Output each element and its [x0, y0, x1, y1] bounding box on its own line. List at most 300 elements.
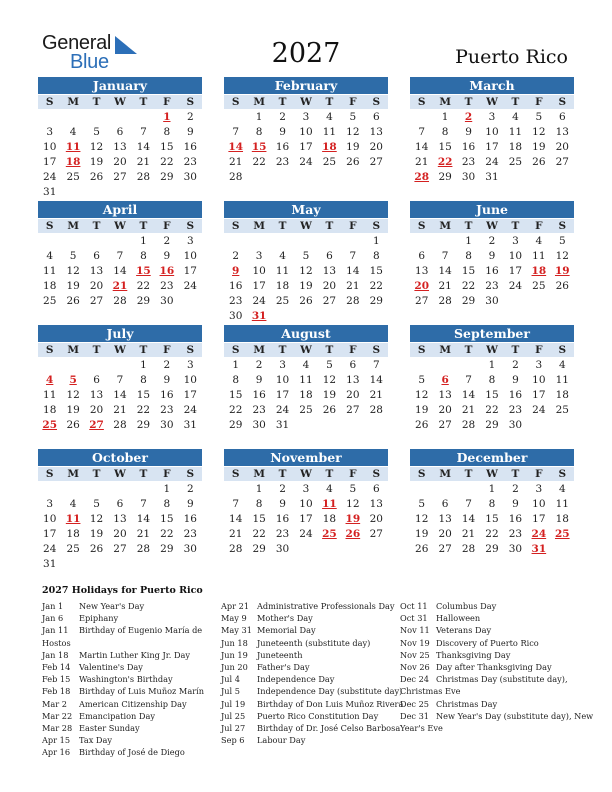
holiday-name: Discovery of Puerto Rico: [436, 637, 539, 648]
holiday-item: [221, 637, 407, 649]
day-cell: 8: [140, 374, 147, 386]
weekday-header: S: [372, 344, 381, 356]
holiday-date: Jan 11: [42, 625, 69, 636]
day-cell: 12: [555, 250, 569, 262]
day-cell: 25: [555, 404, 569, 416]
day-cell: 21: [461, 404, 476, 416]
weekday-header: T: [92, 220, 101, 232]
day-cell: 30: [229, 310, 243, 322]
day-cell: 8: [441, 126, 449, 138]
day-cell: 1: [140, 235, 147, 247]
weekday-header: W: [300, 96, 312, 108]
day-cell: 17: [532, 389, 546, 401]
holiday-day-cell: 18: [65, 156, 81, 168]
day-cell: 9: [465, 126, 472, 138]
empty-day-cell: [224, 234, 247, 249]
day-cell: 12: [532, 126, 546, 138]
day-cell: 25: [322, 156, 337, 168]
weekday-header: S: [45, 344, 54, 356]
weekday-header: F: [163, 220, 171, 232]
holiday-item: [221, 698, 407, 710]
day-cell: 20: [438, 404, 452, 416]
holiday-name: Valentine's Day: [79, 662, 143, 673]
holiday-item: [42, 673, 219, 685]
holiday-item: [42, 710, 219, 722]
day-cell: 13: [438, 389, 452, 401]
holiday-date: Dec 31: [400, 710, 430, 721]
day-cell: 13: [322, 265, 337, 277]
month-february: [224, 77, 388, 185]
day-cell: 12: [89, 141, 104, 153]
day-cell: 29: [485, 543, 499, 555]
empty-day-cell: [61, 482, 84, 497]
day-cell: 29: [136, 295, 151, 307]
day-cell: 21: [415, 156, 429, 168]
weekday-header: T: [325, 220, 334, 232]
holiday-day-cell: 26: [345, 528, 361, 540]
day-cell: 10: [183, 250, 197, 262]
holiday-name: Birthday of Luis Muñoz Marín: [79, 686, 205, 697]
day-cell: 12: [89, 513, 104, 525]
weekday-header-row: [224, 219, 388, 233]
day-cell: 23: [485, 280, 499, 292]
month-title: August: [224, 325, 388, 342]
day-cell: 3: [46, 498, 54, 510]
weekday-header: F: [535, 220, 543, 232]
day-cell: 3: [488, 111, 496, 123]
day-cell: 14: [113, 265, 127, 277]
holiday-date: Dec 24: [400, 674, 430, 685]
day-cell: 7: [418, 126, 426, 138]
day-cell: 10: [252, 265, 266, 277]
empty-day-cell: [38, 234, 61, 249]
day-cell: 9: [279, 126, 286, 138]
day-cell: 7: [441, 250, 449, 262]
holiday-date: Jul 25: [221, 710, 246, 721]
day-cell: 14: [229, 513, 243, 525]
weekday-header: T: [464, 468, 473, 480]
holiday-name: Memorial Day: [257, 625, 316, 636]
day-cell: 15: [160, 513, 174, 525]
day-cell: 5: [349, 483, 357, 495]
day-cell: 22: [252, 156, 266, 168]
day-cell: 4: [558, 359, 566, 371]
day-cell: 30: [252, 419, 266, 431]
logo-text-general: General: [42, 32, 112, 54]
holiday-day-cell: 11: [322, 498, 337, 510]
day-cell: 28: [461, 419, 476, 431]
day-cell: 30: [461, 171, 476, 183]
day-cell: 26: [346, 156, 360, 168]
weekday-header: F: [349, 344, 357, 356]
weekday-header: W: [114, 220, 126, 232]
day-cell: 10: [299, 126, 313, 138]
day-cell: 1: [255, 111, 263, 123]
empty-day-cell: [61, 234, 84, 249]
weekday-header: M: [67, 468, 79, 480]
weekday-header: F: [163, 468, 171, 480]
weekday-header: T: [511, 96, 520, 108]
day-cell: 23: [183, 156, 197, 168]
day-cell: 22: [369, 280, 383, 292]
holiday-date: May 31: [221, 625, 252, 636]
day-cell: 29: [485, 419, 499, 431]
day-grid: [38, 358, 202, 433]
day-cell: 5: [418, 374, 426, 386]
day-cell: 8: [488, 374, 496, 386]
day-cell: 24: [43, 543, 57, 555]
day-cell: 5: [326, 359, 333, 371]
day-cell: 24: [299, 528, 313, 540]
empty-day-cell: [433, 358, 456, 373]
day-cell: 21: [136, 528, 151, 540]
day-cell: 25: [66, 171, 80, 183]
weekday-header: S: [45, 220, 54, 232]
weekday-header-row: [410, 95, 574, 109]
day-cell: 15: [369, 265, 383, 277]
day-cell: 5: [302, 250, 310, 262]
day-cell: 17: [183, 389, 197, 401]
holiday-date: Dec 25: [400, 698, 430, 709]
day-cell: 4: [535, 235, 543, 247]
month-title: February: [224, 77, 388, 94]
day-cell: 13: [438, 513, 452, 525]
day-cell: 22: [485, 404, 499, 416]
day-cell: 16: [461, 141, 476, 153]
holiday-name: Mother's Day: [257, 613, 313, 624]
day-cell: 15: [485, 389, 499, 401]
day-cell: 27: [438, 419, 452, 431]
day-cell: 6: [349, 359, 357, 371]
day-cell: 3: [535, 359, 543, 371]
day-cell: 7: [349, 250, 357, 262]
weekday-header: S: [372, 220, 381, 232]
month-title: June: [410, 201, 574, 218]
day-cell: 22: [160, 528, 174, 540]
day-cell: 2: [163, 235, 171, 247]
month-july: [38, 325, 202, 433]
holiday-name: New Year's Day: [79, 601, 145, 611]
day-cell: 7: [372, 359, 380, 371]
day-cell: 16: [160, 389, 174, 401]
weekday-header: W: [486, 96, 498, 108]
holiday-name: Juneteenth (substitute day): [257, 637, 371, 648]
day-cell: 28: [136, 543, 151, 555]
holiday-date: Nov 19: [400, 637, 430, 648]
holiday-day-cell: 21: [112, 280, 128, 292]
day-cell: 2: [186, 483, 194, 495]
day-cell: 8: [232, 374, 240, 386]
empty-day-cell: [224, 110, 247, 125]
holiday-day-cell: 22: [437, 156, 453, 168]
day-cell: 2: [488, 235, 496, 247]
day-cell: 10: [43, 141, 57, 153]
day-cell: 4: [302, 359, 310, 371]
day-cell: 22: [252, 528, 266, 540]
day-cell: 14: [461, 513, 476, 525]
day-cell: 6: [372, 111, 380, 123]
day-grid: [38, 234, 202, 309]
day-cell: 10: [299, 498, 313, 510]
day-cell: 23: [160, 280, 174, 292]
day-cell: 21: [136, 156, 151, 168]
holiday-day-cell: 28: [414, 171, 430, 183]
weekday-header: F: [349, 96, 357, 108]
holiday-day-cell: 19: [554, 265, 570, 277]
day-cell: 23: [160, 404, 174, 416]
day-cell: 4: [69, 498, 77, 510]
day-cell: 22: [160, 156, 174, 168]
weekday-header: M: [253, 220, 265, 232]
day-cell: 9: [163, 374, 171, 386]
day-cell: 7: [116, 374, 124, 386]
day-cell: 18: [43, 280, 57, 292]
day-cell: 15: [229, 389, 243, 401]
day-cell: 24: [508, 280, 523, 292]
empty-day-cell: [61, 358, 84, 373]
holiday-name: Juneteenth: [257, 649, 303, 660]
empty-day-cell: [410, 358, 433, 373]
day-cell: 2: [279, 111, 286, 123]
day-grid: [410, 358, 574, 433]
weekday-header: M: [67, 344, 79, 356]
day-cell: 13: [89, 389, 104, 401]
holiday-day-cell: 11: [65, 513, 81, 525]
day-cell: 13: [113, 513, 127, 525]
day-cell: 24: [532, 404, 546, 416]
day-cell: 27: [555, 156, 569, 168]
weekday-header: F: [163, 344, 171, 356]
holiday-item: [42, 685, 219, 697]
month-august: [224, 325, 388, 433]
holiday-name: Birthday of José de Diego: [79, 747, 185, 758]
day-cell: 8: [255, 126, 263, 138]
weekday-header: M: [253, 344, 265, 356]
holiday-item: [400, 600, 604, 612]
day-cell: 18: [555, 389, 569, 401]
weekday-header: S: [45, 468, 54, 480]
day-cell: 27: [113, 171, 127, 183]
weekday-header: T: [464, 96, 473, 108]
weekday-header: W: [300, 220, 312, 232]
day-cell: 25: [66, 543, 80, 555]
holiday-day-cell: 27: [89, 419, 104, 431]
day-cell: 3: [535, 483, 543, 495]
weekday-header: T: [464, 220, 473, 232]
holiday-item: [400, 649, 604, 661]
day-cell: 9: [255, 374, 263, 386]
day-cell: 20: [369, 141, 383, 153]
month-may: [224, 201, 388, 324]
weekday-header: F: [535, 344, 543, 356]
day-cell: 14: [136, 141, 151, 153]
day-cell: 16: [485, 265, 499, 277]
day-cell: 29: [229, 419, 243, 431]
holiday-name: Washington's Birthday: [79, 674, 173, 685]
day-cell: 17: [508, 265, 523, 277]
day-cell: 17: [43, 528, 57, 540]
day-cell: 12: [66, 265, 80, 277]
day-cell: 13: [369, 498, 383, 510]
holiday-name: Independence Day (substitute day): [257, 686, 403, 697]
day-cell: 28: [113, 419, 127, 431]
day-grid: [38, 110, 202, 200]
day-cell: 4: [326, 111, 333, 123]
holiday-name: Independence Day: [257, 674, 335, 685]
month-title: May: [224, 201, 388, 218]
day-cell: 29: [438, 171, 452, 183]
day-cell: 9: [186, 126, 194, 138]
month-title: December: [410, 449, 574, 466]
weekday-header: W: [114, 344, 126, 356]
day-cell: 18: [555, 513, 569, 525]
day-grid: [224, 234, 388, 324]
holiday-date: Jul 27: [221, 723, 246, 734]
holiday-column: [400, 600, 604, 734]
day-cell: 20: [346, 389, 360, 401]
day-cell: 14: [438, 265, 452, 277]
day-cell: 9: [488, 250, 496, 262]
day-cell: 7: [116, 250, 124, 262]
day-cell: 16: [229, 280, 243, 292]
holiday-item: [221, 661, 407, 673]
day-cell: 25: [43, 295, 57, 307]
month-title: March: [410, 77, 574, 94]
day-cell: 5: [558, 235, 566, 247]
day-cell: 31: [43, 558, 57, 570]
weekday-header-row: [38, 467, 202, 481]
day-cell: 3: [255, 250, 263, 262]
day-cell: 26: [89, 543, 104, 555]
weekday-header: W: [300, 344, 312, 356]
empty-day-cell: [410, 482, 433, 497]
day-cell: 12: [66, 389, 80, 401]
weekday-header: S: [417, 220, 426, 232]
day-cell: 19: [415, 404, 429, 416]
holiday-date: Jan 1: [42, 601, 64, 611]
day-cell: 19: [89, 528, 104, 540]
weekday-header: S: [231, 220, 240, 232]
weekday-header: T: [511, 468, 520, 480]
day-cell: 20: [555, 141, 569, 153]
day-cell: 23: [229, 295, 243, 307]
day-cell: 1: [465, 235, 472, 247]
month-october: [38, 449, 202, 572]
day-cell: 11: [322, 126, 337, 138]
day-cell: 4: [558, 483, 566, 495]
holiday-date: Jun 20: [221, 662, 248, 673]
weekday-header: S: [558, 344, 567, 356]
holiday-day-cell: 24: [531, 528, 547, 540]
holiday-item: [400, 612, 604, 624]
weekday-header: S: [186, 344, 195, 356]
day-cell: 4: [326, 483, 333, 495]
day-grid: [224, 358, 388, 433]
weekday-header: S: [372, 96, 381, 108]
holiday-day-cell: 31: [531, 543, 547, 555]
empty-day-cell: [433, 482, 456, 497]
empty-day-cell: [61, 110, 84, 125]
weekday-header: S: [186, 468, 195, 480]
day-cell: 14: [346, 265, 360, 277]
day-cell: 13: [89, 265, 104, 277]
weekday-header: W: [114, 96, 126, 108]
holiday-day-cell: 19: [345, 513, 361, 525]
day-cell: 28: [229, 171, 243, 183]
holiday-date: Feb 18: [42, 686, 71, 697]
holiday-name: Martin Luther King Jr. Day: [79, 649, 191, 660]
day-cell: 28: [346, 295, 360, 307]
weekday-header: S: [417, 96, 426, 108]
day-cell: 1: [163, 483, 171, 495]
day-cell: 6: [93, 374, 100, 386]
day-cell: 12: [346, 498, 360, 510]
day-cell: 19: [346, 141, 360, 153]
day-cell: 16: [183, 141, 197, 153]
day-cell: 24: [43, 171, 57, 183]
weekday-header: T: [278, 344, 287, 356]
holiday-date: Feb 15: [42, 674, 71, 685]
day-cell: 11: [275, 265, 290, 277]
day-cell: 19: [66, 404, 80, 416]
day-cell: 9: [163, 250, 171, 262]
day-cell: 14: [415, 141, 429, 153]
month-september: [410, 325, 574, 433]
day-cell: 6: [441, 498, 449, 510]
day-cell: 16: [508, 389, 523, 401]
weekday-header: S: [231, 344, 240, 356]
day-cell: 23: [508, 404, 523, 416]
day-cell: 10: [485, 126, 499, 138]
day-cell: 17: [183, 265, 197, 277]
empty-day-cell: [108, 482, 131, 497]
day-cell: 13: [369, 126, 383, 138]
holiday-date: Oct 31: [400, 613, 428, 624]
day-cell: 3: [186, 235, 194, 247]
weekday-header: T: [139, 344, 148, 356]
holiday-item: [221, 685, 407, 697]
weekday-header: T: [278, 468, 287, 480]
day-cell: 2: [163, 359, 171, 371]
holiday-item: [400, 710, 604, 734]
day-cell: 1: [255, 483, 263, 495]
day-cell: 7: [465, 374, 472, 386]
day-cell: 18: [322, 513, 337, 525]
holiday-date: Jul 5: [221, 686, 240, 697]
weekday-header: S: [372, 468, 381, 480]
day-cell: 22: [461, 280, 476, 292]
holiday-date: Feb 14: [42, 662, 71, 673]
day-cell: 24: [252, 295, 266, 307]
empty-day-cell: [108, 110, 131, 125]
day-cell: 27: [113, 543, 127, 555]
month-title: January: [38, 77, 202, 94]
day-cell: 9: [512, 374, 519, 386]
day-cell: 5: [93, 126, 100, 138]
day-cell: 8: [488, 498, 496, 510]
day-cell: 11: [555, 498, 569, 510]
day-cell: 1: [372, 235, 380, 247]
day-cell: 31: [43, 186, 57, 198]
day-cell: 21: [229, 156, 243, 168]
day-cell: 15: [160, 141, 174, 153]
day-grid: [410, 110, 574, 185]
day-cell: 6: [93, 250, 100, 262]
day-cell: 10: [532, 498, 546, 510]
day-cell: 22: [136, 280, 151, 292]
weekday-header: T: [325, 96, 334, 108]
weekday-header: M: [67, 96, 79, 108]
